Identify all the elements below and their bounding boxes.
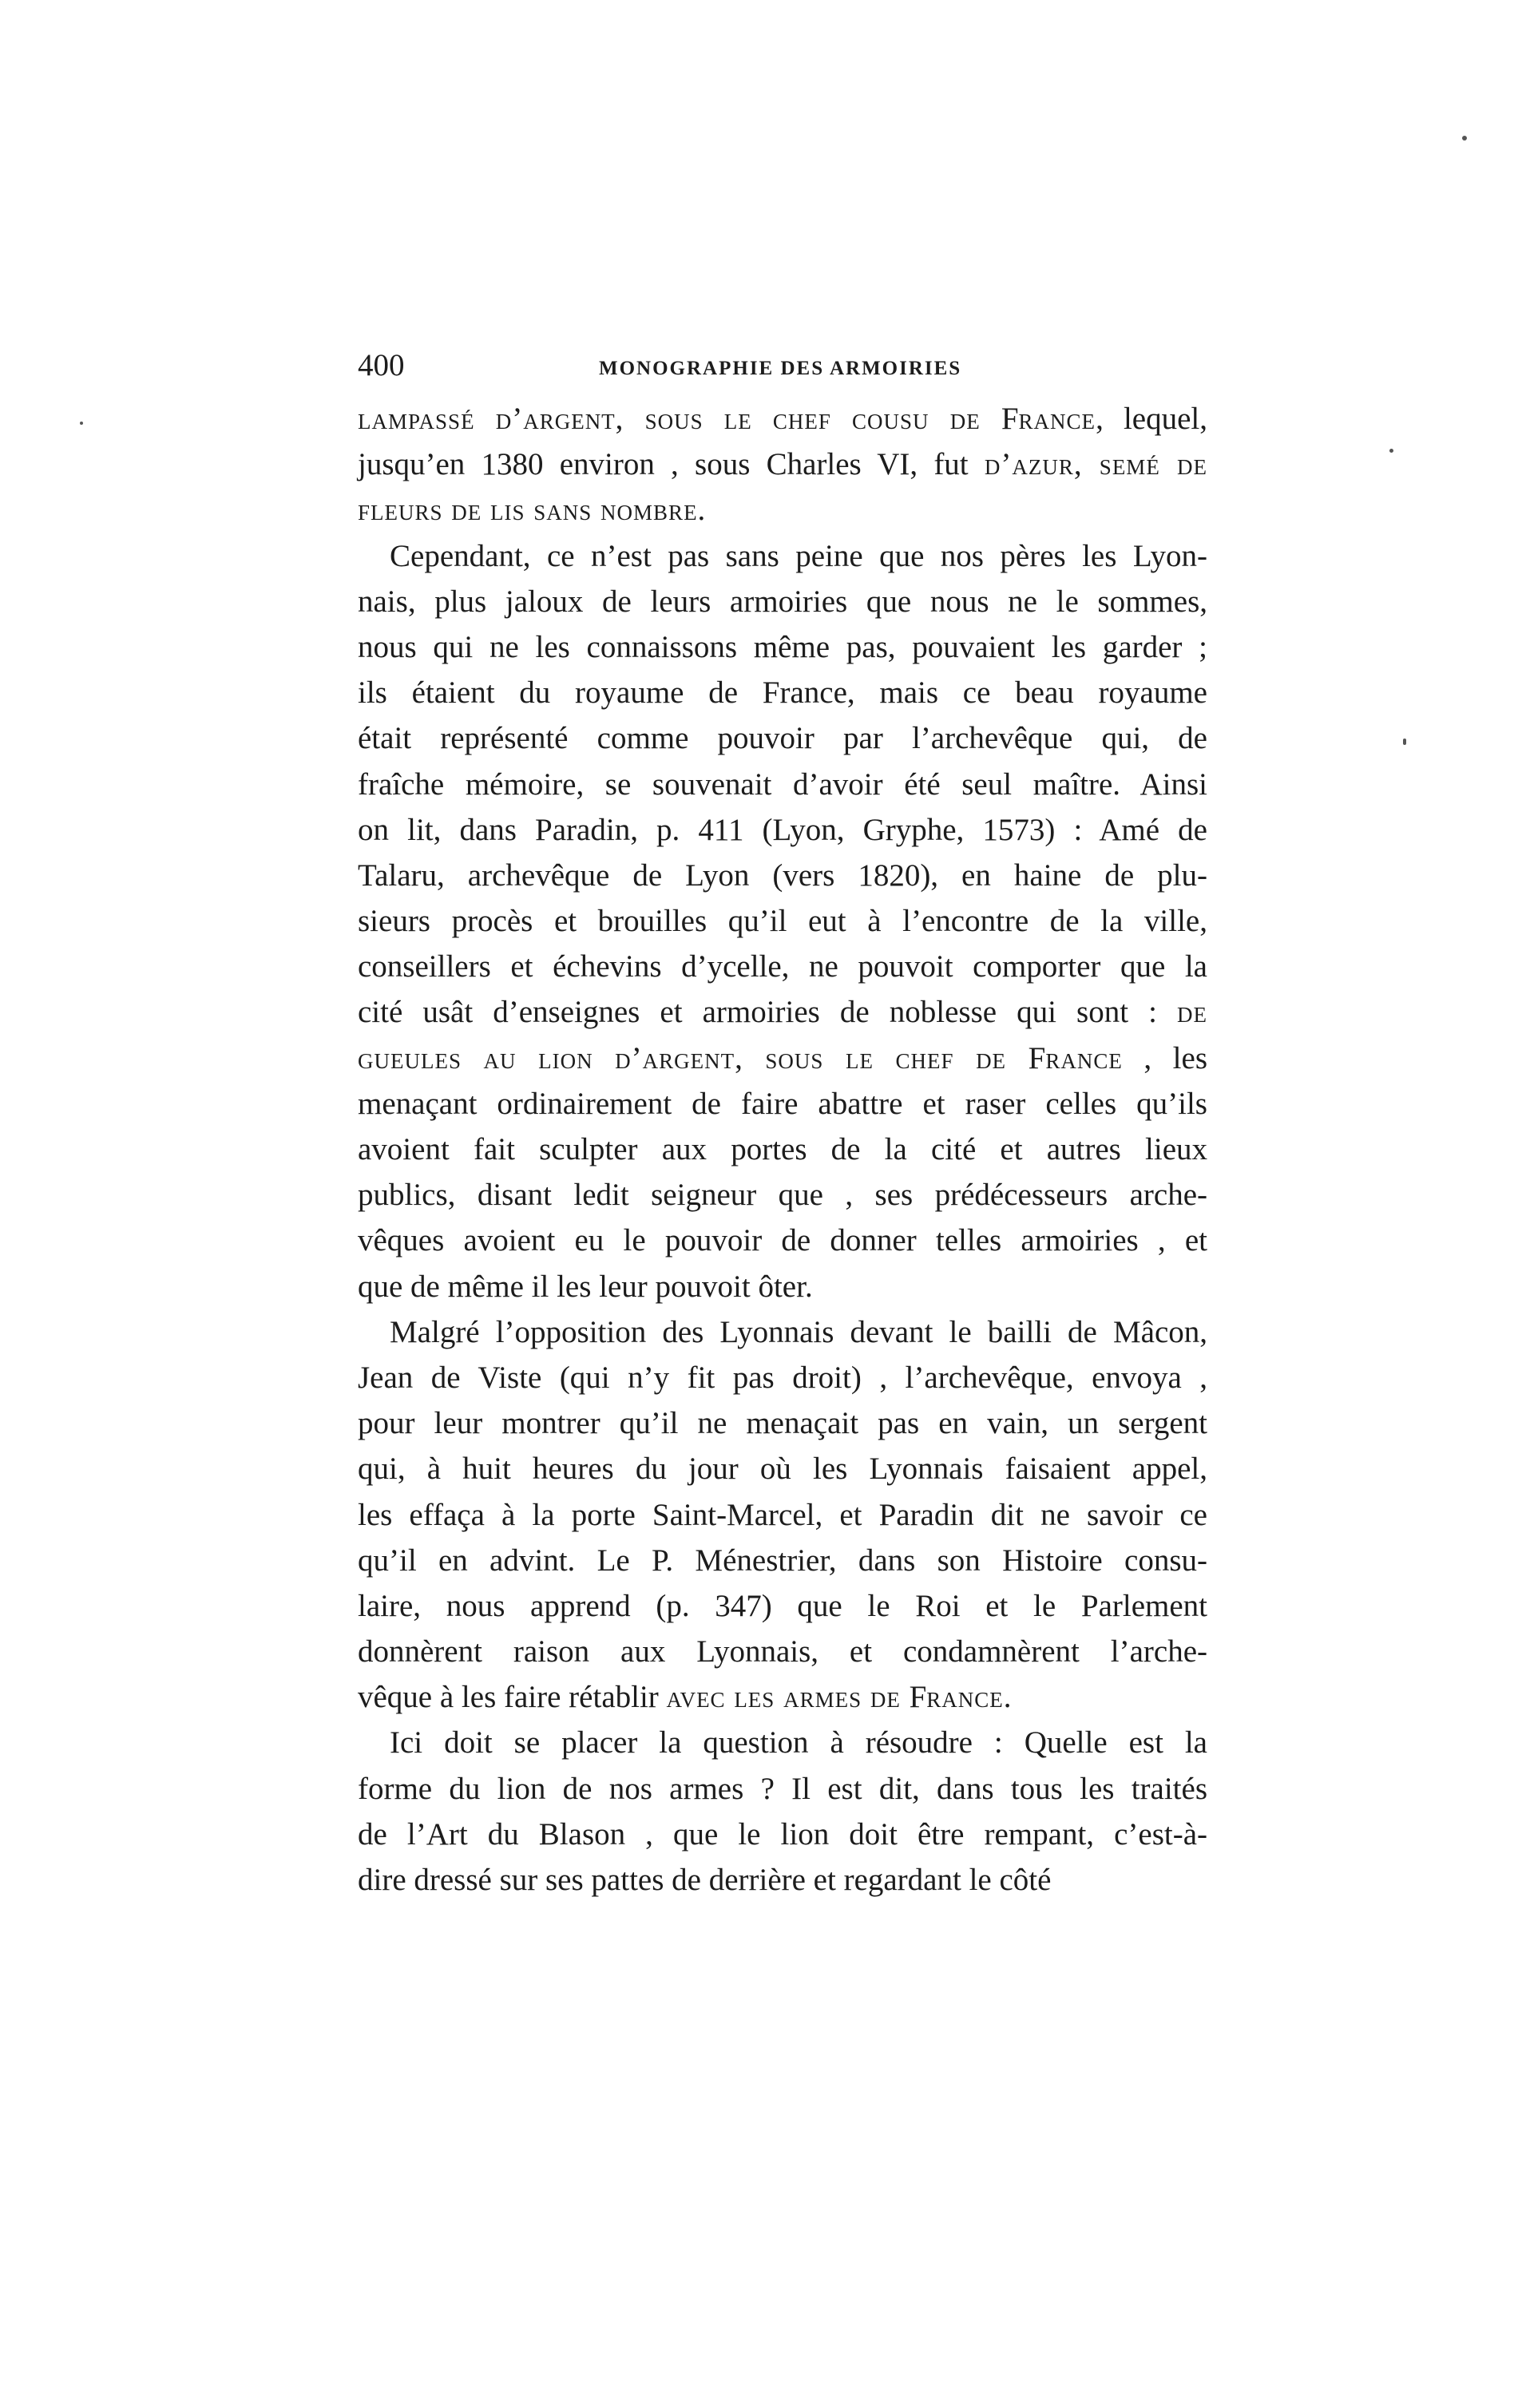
text-line bbox=[358, 1720, 1207, 1765]
text-segment: publics, disant ledit seigneur que , ses prédécesseurs arche- bbox=[358, 1178, 1207, 1213]
text-line bbox=[358, 1812, 1207, 1857]
text-segment: cité usât d’enseignes et armoiries de noblesse qui sont : bbox=[358, 995, 1177, 1030]
text-segment: les effaça à la porte Saint-Marcel, et Paradin dit ne savoir ce bbox=[358, 1497, 1207, 1532]
text-segment: F bbox=[909, 1680, 927, 1715]
text-segment: vêques avoient eu le pouvoir de donner telles armoiries , et bbox=[358, 1223, 1207, 1258]
text-line bbox=[358, 807, 1207, 853]
text-line bbox=[358, 898, 1207, 944]
text-line bbox=[358, 944, 1207, 989]
small-caps-segment: d’azur, semé de bbox=[984, 447, 1208, 482]
scan-speck bbox=[1462, 136, 1467, 141]
small-caps-segment: gueules au lion d’argent, sous le chef de bbox=[358, 1040, 1029, 1075]
small-caps-segment: rance bbox=[1045, 1040, 1123, 1075]
small-caps-segment: avec les armes de bbox=[666, 1680, 910, 1715]
text-line bbox=[358, 1355, 1207, 1400]
text-segment: forme du lion de nos armes ? Il est dit, dans tous les traités bbox=[358, 1771, 1207, 1806]
text-segment: fraîche mémoire, se souvenait d’avoir été seul maître. Ainsi bbox=[358, 766, 1207, 802]
text-line bbox=[358, 1674, 1207, 1720]
text-line bbox=[358, 762, 1207, 807]
text-line bbox=[358, 1857, 1207, 1903]
running-title: MONOGRAPHIE DES ARMOIRIES bbox=[599, 358, 962, 379]
small-caps-segment: de bbox=[1177, 995, 1207, 1030]
text-line bbox=[358, 442, 1207, 487]
text-line bbox=[358, 1081, 1207, 1127]
text-segment: F bbox=[1001, 402, 1019, 436]
text-line bbox=[358, 1446, 1207, 1491]
text-segment: nous qui ne les connaissons même pas, pouvaient les garder ; bbox=[358, 629, 1207, 664]
text-segment: donnèrent raison aux Lyonnais, et condamnèrent l’arche- bbox=[358, 1634, 1207, 1669]
paragraph bbox=[358, 1309, 1207, 1721]
small-caps-segment: lampassé d’argent, sous le chef cousu de bbox=[358, 402, 1001, 436]
text-segment: vêque à les faire rétablir bbox=[358, 1680, 667, 1715]
text-segment: on lit, dans Paradin, p. 411 (Lyon, Gryphe, 1573) : Amé de bbox=[358, 812, 1207, 847]
text-line bbox=[358, 1538, 1207, 1583]
running-head bbox=[358, 342, 1207, 390]
text-line bbox=[358, 1766, 1207, 1812]
text-segment: sieurs procès et brouilles qu’il eut à l’encontre de la ville, bbox=[358, 904, 1207, 939]
text-segment: Cependant, ce n’est pas sans peine que nos pères les Lyon- bbox=[390, 538, 1207, 573]
text-line bbox=[358, 853, 1207, 898]
text-line bbox=[358, 487, 1207, 533]
text-segment: qu’il en advint. Le P. Ménestrier, dans son Histoire consu- bbox=[358, 1543, 1207, 1578]
text-line bbox=[358, 1036, 1207, 1081]
text-segment: avoient fait sculpter aux portes de la cité et autres lieux bbox=[358, 1132, 1207, 1166]
paragraph bbox=[358, 1720, 1207, 1903]
text-line bbox=[358, 1629, 1207, 1674]
text-segment: laire, nous apprend (p. 347) que le Roi et le Parlement bbox=[358, 1588, 1207, 1623]
text-line bbox=[358, 1492, 1207, 1538]
text-segment: menaçant ordinairement de faire abattre et raser celles qu’ils bbox=[358, 1086, 1207, 1121]
scan-speck bbox=[1389, 449, 1393, 453]
text-segment: était représenté comme pouvoir par l’archevêque qui, de bbox=[358, 721, 1207, 756]
text-segment: qui, à huit heures du jour où les Lyonnais faisaient appel, bbox=[358, 1452, 1207, 1487]
text-segment: dire dressé sur ses pattes de derrière et regardant le côté bbox=[358, 1863, 1052, 1897]
body-text bbox=[358, 396, 1207, 1903]
text-segment: ils étaient du royaume de France, mais ce beau royaume bbox=[358, 675, 1207, 711]
small-caps-segment: rance bbox=[1018, 402, 1096, 436]
text-segment: que de même il les leur pouvoit ôter. bbox=[358, 1269, 813, 1304]
text-line bbox=[358, 670, 1207, 715]
scan-speck bbox=[1403, 739, 1406, 745]
text-line bbox=[358, 1309, 1207, 1355]
text-segment: , lequel, bbox=[1096, 402, 1207, 436]
page-number: 400 bbox=[358, 348, 405, 382]
text-line bbox=[358, 1172, 1207, 1218]
small-caps-segment: rance. bbox=[926, 1680, 1013, 1715]
text-segment: de l’Art du Blason , que le lion doit être rempant, c’est-à- bbox=[358, 1816, 1207, 1852]
text-segment: Ici doit se placer la question à résoudre : Quelle est la bbox=[390, 1725, 1207, 1760]
text-line bbox=[358, 579, 1207, 624]
paragraph bbox=[358, 396, 1207, 533]
text-line bbox=[358, 1127, 1207, 1172]
text-segment: Malgré l’opposition des Lyonnais devant le bailli de Mâcon, bbox=[390, 1314, 1207, 1349]
text-line bbox=[358, 989, 1207, 1035]
text-segment: conseillers et échevins d’ycelle, ne pouvoit comporter que la bbox=[358, 949, 1207, 984]
text-line bbox=[358, 715, 1207, 761]
text-line bbox=[358, 396, 1207, 442]
text-segment: Talaru, archevêque de Lyon (vers 1820), en haine de plu- bbox=[358, 857, 1207, 893]
small-caps-segment: fleurs de lis sans nombre. bbox=[358, 493, 707, 528]
scan-speck bbox=[80, 422, 83, 425]
text-segment: F bbox=[1028, 1040, 1046, 1075]
text-segment: nais, plus jaloux de leurs armoiries que nous ne le sommes, bbox=[358, 584, 1207, 619]
text-segment: , les bbox=[1122, 1040, 1207, 1075]
text-line bbox=[358, 533, 1207, 579]
text-line bbox=[358, 1400, 1207, 1446]
paragraph bbox=[358, 533, 1207, 1309]
text-line bbox=[358, 1583, 1207, 1629]
text-line bbox=[358, 624, 1207, 670]
text-line bbox=[358, 1264, 1207, 1309]
text-line bbox=[358, 1218, 1207, 1263]
text-segment: jusqu’en 1380 environ , sous Charles VI, fut bbox=[358, 447, 985, 482]
text-segment: pour leur montrer qu’il ne menaçait pas en vain, un sergent bbox=[358, 1406, 1207, 1441]
text-segment: Jean de Viste (qui n’y fit pas droit) , l’archevêque, envoya , bbox=[358, 1360, 1207, 1395]
